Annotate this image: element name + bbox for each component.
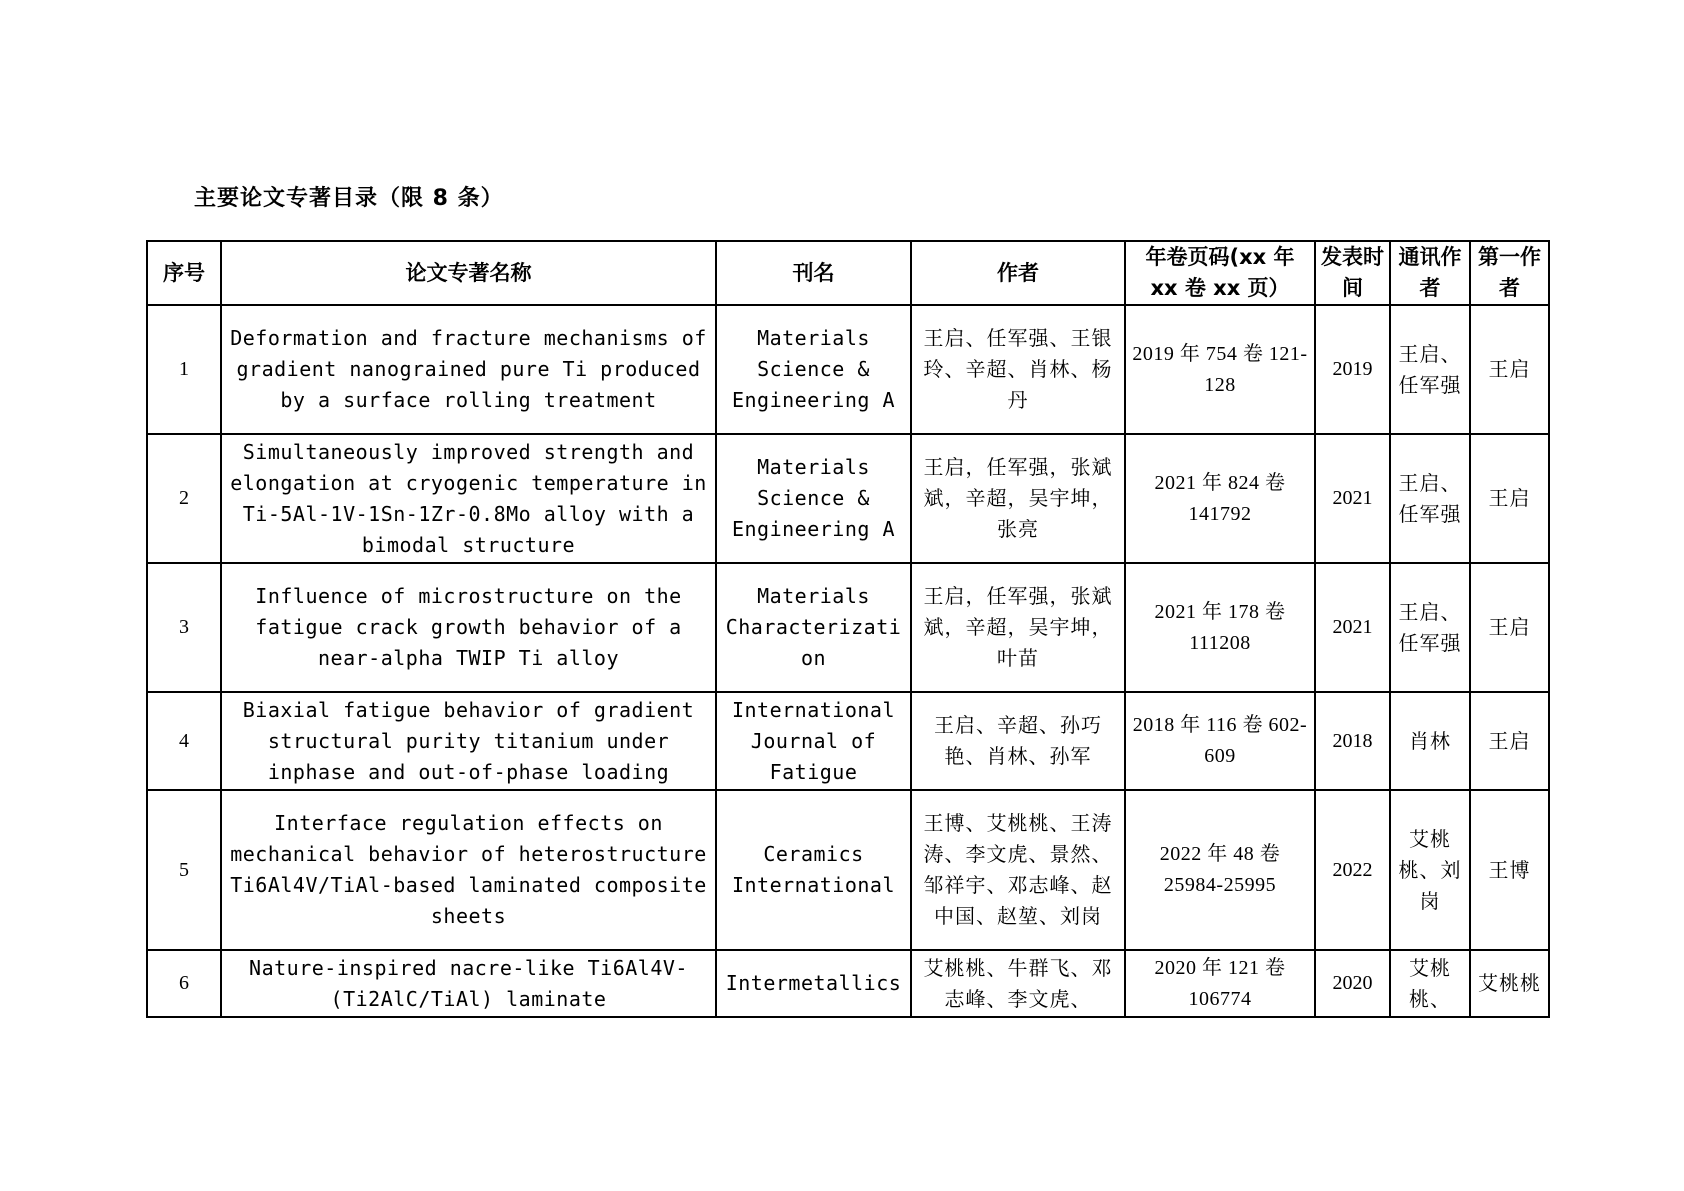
row-no: 5	[147, 790, 221, 950]
header-corr: 通讯作者	[1390, 241, 1470, 305]
journal-name: Intermetallics	[716, 950, 911, 1017]
publish-year: 2020	[1315, 950, 1390, 1017]
first-author: 王启	[1470, 563, 1549, 692]
corresponding-author: 肖林	[1390, 692, 1470, 790]
first-author: 王博	[1470, 790, 1549, 950]
first-author: 王启	[1470, 434, 1549, 563]
authors: 王启，任军强，张斌斌，辛超，吴宇坤，叶苗	[911, 563, 1125, 692]
corresponding-author: 艾桃桃、刘岗	[1390, 790, 1470, 950]
row-no: 2	[147, 434, 221, 563]
header-first: 第一作者	[1470, 241, 1549, 305]
table-row	[147, 305, 1549, 434]
header-authors: 作者	[911, 241, 1125, 305]
publish-year: 2018	[1315, 692, 1390, 790]
papers-table	[146, 240, 1550, 1018]
paper-title: Biaxial fatigue behavior of gradient structural purity titanium under inphase and out-of-phase loading	[221, 692, 716, 790]
paper-title: Deformation and fracture mechanisms of gradient nanograined pure Ti produced by a surface rolling treatment	[221, 305, 716, 434]
publish-year: 2022	[1315, 790, 1390, 950]
paper-title: Interface regulation effects on mechanical behavior of heterostructure Ti6Al4V/TiAl-based laminated composite sheets	[221, 790, 716, 950]
header-time: 发表时间	[1315, 241, 1390, 305]
publish-year: 2021	[1315, 434, 1390, 563]
row-no: 6	[147, 950, 221, 1017]
paper-title: Nature-inspired nacre-like Ti6Al4V-(Ti2AlC/TiAl) laminate	[221, 950, 716, 1017]
authors: 王启、辛超、孙巧艳、肖林、孙军	[911, 692, 1125, 790]
row-no: 3	[147, 563, 221, 692]
paper-title: Simultaneously improved strength and elongation at cryogenic temperature in Ti-5Al-1V-1Sn-1Zr-0.8Mo alloy with a bimodal structure	[221, 434, 716, 563]
journal-name: Ceramics International	[716, 790, 911, 950]
header-name: 论文专著名称	[221, 241, 716, 305]
table-row	[147, 434, 1549, 563]
volume-pages: 2022 年 48 卷 25984-25995	[1125, 790, 1315, 950]
journal-name: Materials Science & Engineering A	[716, 434, 911, 563]
authors: 王博、艾桃桃、王涛涛、李文虎、景然、邹祥宇、邓志峰、赵中国、赵堃、刘岗	[911, 790, 1125, 950]
authors: 艾桃桃、牛群飞、邓志峰、李文虎、	[911, 950, 1125, 1017]
publish-year: 2021	[1315, 563, 1390, 692]
corresponding-author: 王启、任军强	[1390, 305, 1470, 434]
header-no: 序号	[147, 241, 221, 305]
table-row	[147, 790, 1549, 950]
authors: 王启、任军强、王银玲、辛超、肖林、杨丹	[911, 305, 1125, 434]
volume-pages: 2021 年 824 卷 141792	[1125, 434, 1315, 563]
publish-year: 2019	[1315, 305, 1390, 434]
row-no: 1	[147, 305, 221, 434]
corresponding-author: 王启、任军强	[1390, 434, 1470, 563]
table-row	[147, 692, 1549, 790]
journal-name: International Journal of Fatigue	[716, 692, 911, 790]
authors: 王启，任军强，张斌斌，辛超，吴宇坤，张亮	[911, 434, 1125, 563]
journal-name: Materials Characterization	[716, 563, 911, 692]
table-row	[147, 950, 1549, 1017]
page-title: 主要论文专著目录（限 8 条）	[194, 186, 504, 211]
first-author: 王启	[1470, 692, 1549, 790]
paper-title: Influence of microstructure on the fatigue crack growth behavior of a near-alpha TWIP Ti alloy	[221, 563, 716, 692]
volume-pages: 2020 年 121 卷 106774	[1125, 950, 1315, 1017]
header-ref: 年卷页码(xx 年 xx 卷 xx 页）	[1125, 241, 1315, 305]
row-no: 4	[147, 692, 221, 790]
first-author: 艾桃桃	[1470, 950, 1549, 1017]
journal-name: Materials Science & Engineering A	[716, 305, 911, 434]
volume-pages: 2018 年 116 卷 602-609	[1125, 692, 1315, 790]
corresponding-author: 王启、任军强	[1390, 563, 1470, 692]
volume-pages: 2021 年 178 卷 111208	[1125, 563, 1315, 692]
table-header-row	[147, 241, 1549, 305]
volume-pages: 2019 年 754 卷 121-128	[1125, 305, 1315, 434]
header-journal: 刊名	[716, 241, 911, 305]
table-row	[147, 563, 1549, 692]
corresponding-author: 艾桃桃、	[1390, 950, 1470, 1017]
first-author: 王启	[1470, 305, 1549, 434]
